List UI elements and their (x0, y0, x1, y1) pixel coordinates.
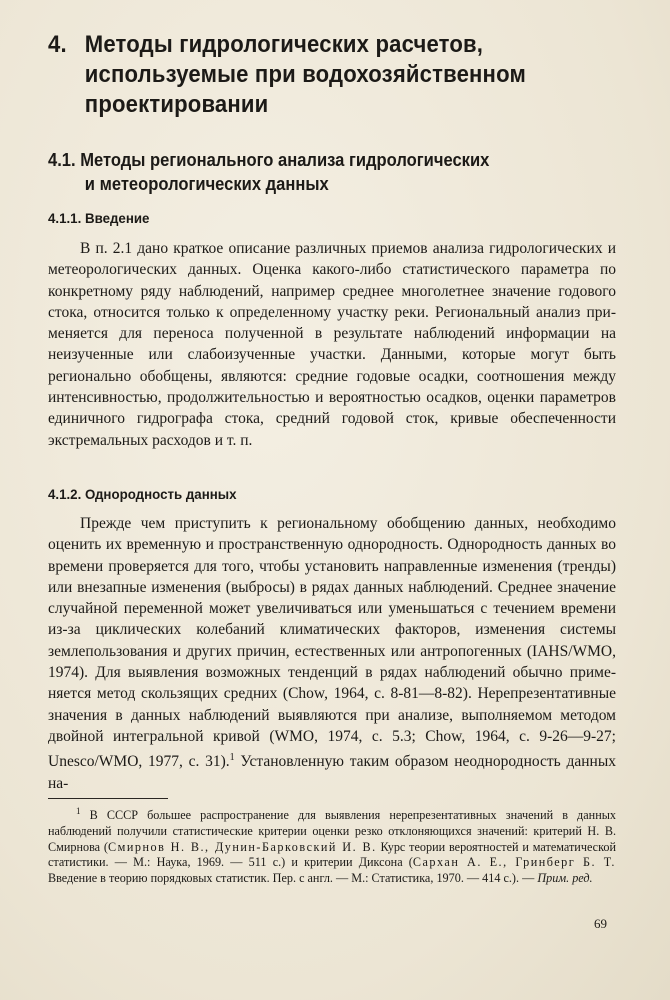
page-number: 69 (594, 916, 607, 931)
chapter-title-line-1: Методы гидрологических расчетов, (84, 31, 484, 58)
chapter-title-line-3: проектировании (84, 91, 269, 118)
chapter-title (48, 30, 582, 120)
chapter-number: 4. (48, 31, 67, 58)
section-title-line-2: и метеорологических данных (84, 174, 329, 194)
footnote (48, 804, 616, 887)
footnote-author-1: Смирнов Н. В., Дунин-Барковский И. В. (108, 839, 377, 854)
section-title-line-1: 4.1. Методы регионального анализа гидрологических (48, 150, 490, 170)
footnote-text-2: Курс теории вероятностей и математической статистики. — М.: Наука, 1969. — 511 с.) и критерии Диксона ( (48, 839, 616, 870)
footnote-reference[interactable]: 1 (229, 752, 235, 764)
subsection-title-introduction: 4.1.1. Введение (48, 210, 150, 226)
paragraph-introduction: В п. 2.1 дано краткое описание различных приемов анализа гидрологических и метеорологических данных. Оценка какого-либо статистического параметра по конкретному ряду наблюдений, например среднее многолетнее значение годового стока, относится только к определенному участку реки. Региональный анализ применяется для переноса полученной в результате наблюдений информации на неизученные или слабоизученные участки. Данными, которые могут быть регионально обобщены, являются: средние годовые осадки, соотношения между интенсивностью, продолжительностью и вероятностью осадков, оценки параметров единичного гидрографа стока, средний годовой сток, кривые обеспеченности экстремальных расходов и т. п. (48, 240, 616, 449)
paragraph-data-homogeneity (48, 513, 616, 794)
paragraph-homogeneity-text: Прежде чем приступить к региональному обобщению данных, необходимо оценить их временную и пространственную однородность. Однородность данных во времени проверяется для того, чтобы установить направленные изменения (тренды) или внезапные изменения (выбросы) в рядах данных наблюдений. Среднее значение случайной переменной может увеличиваться или уменьшаться с течением времени из-за циклических колебаний климатических факторов, изменения системы землепользования и других причин, естественных или антропогенных (IAHS/WMO, 1974). Для выявления возможных тенденций в рядах наблюдений обычно применяется метод скользящих средних (Chow, 1964, с. 8-81—8-82). Нерепрезентативные значения в данных наблюдений выявляются при анализе, выполняемом методом двойной интегральной кривой (WMO, 1974, с. 5.3; Chow, 1964, с. 9-26—9-27; Unesco/WMO, 1977, с. 31). (48, 515, 616, 771)
paragraph-homogeneity-text-end: Установленную таким образом неоднородность данных на- (48, 753, 616, 792)
footnote-author-2: Сархан А. Е., Гринберг Б. Т. (412, 855, 616, 870)
footnote-text-3: Введение в теорию порядковых статистик. Пер. с англ. — М.: Статистика, 1970. — 414 с.). — (48, 871, 538, 886)
section-title (48, 148, 591, 196)
footnote-marker: 1 (76, 806, 81, 816)
footnote-text-1: В СССР большее распространение для выявления нерепрезентативных значений в данных наблюдений получили статистические критерии оценки резко отклоняющихся значений: критерий Н. В. Смирнова ( (48, 808, 616, 854)
footnote-divider (48, 798, 168, 799)
subsection-title-data-homogeneity: 4.1.2. Однородность данных (48, 486, 237, 502)
chapter-title-line-2: используемые при водохозяйственном (84, 61, 526, 88)
footnote-editor-note: Прим. ред. (537, 871, 593, 886)
